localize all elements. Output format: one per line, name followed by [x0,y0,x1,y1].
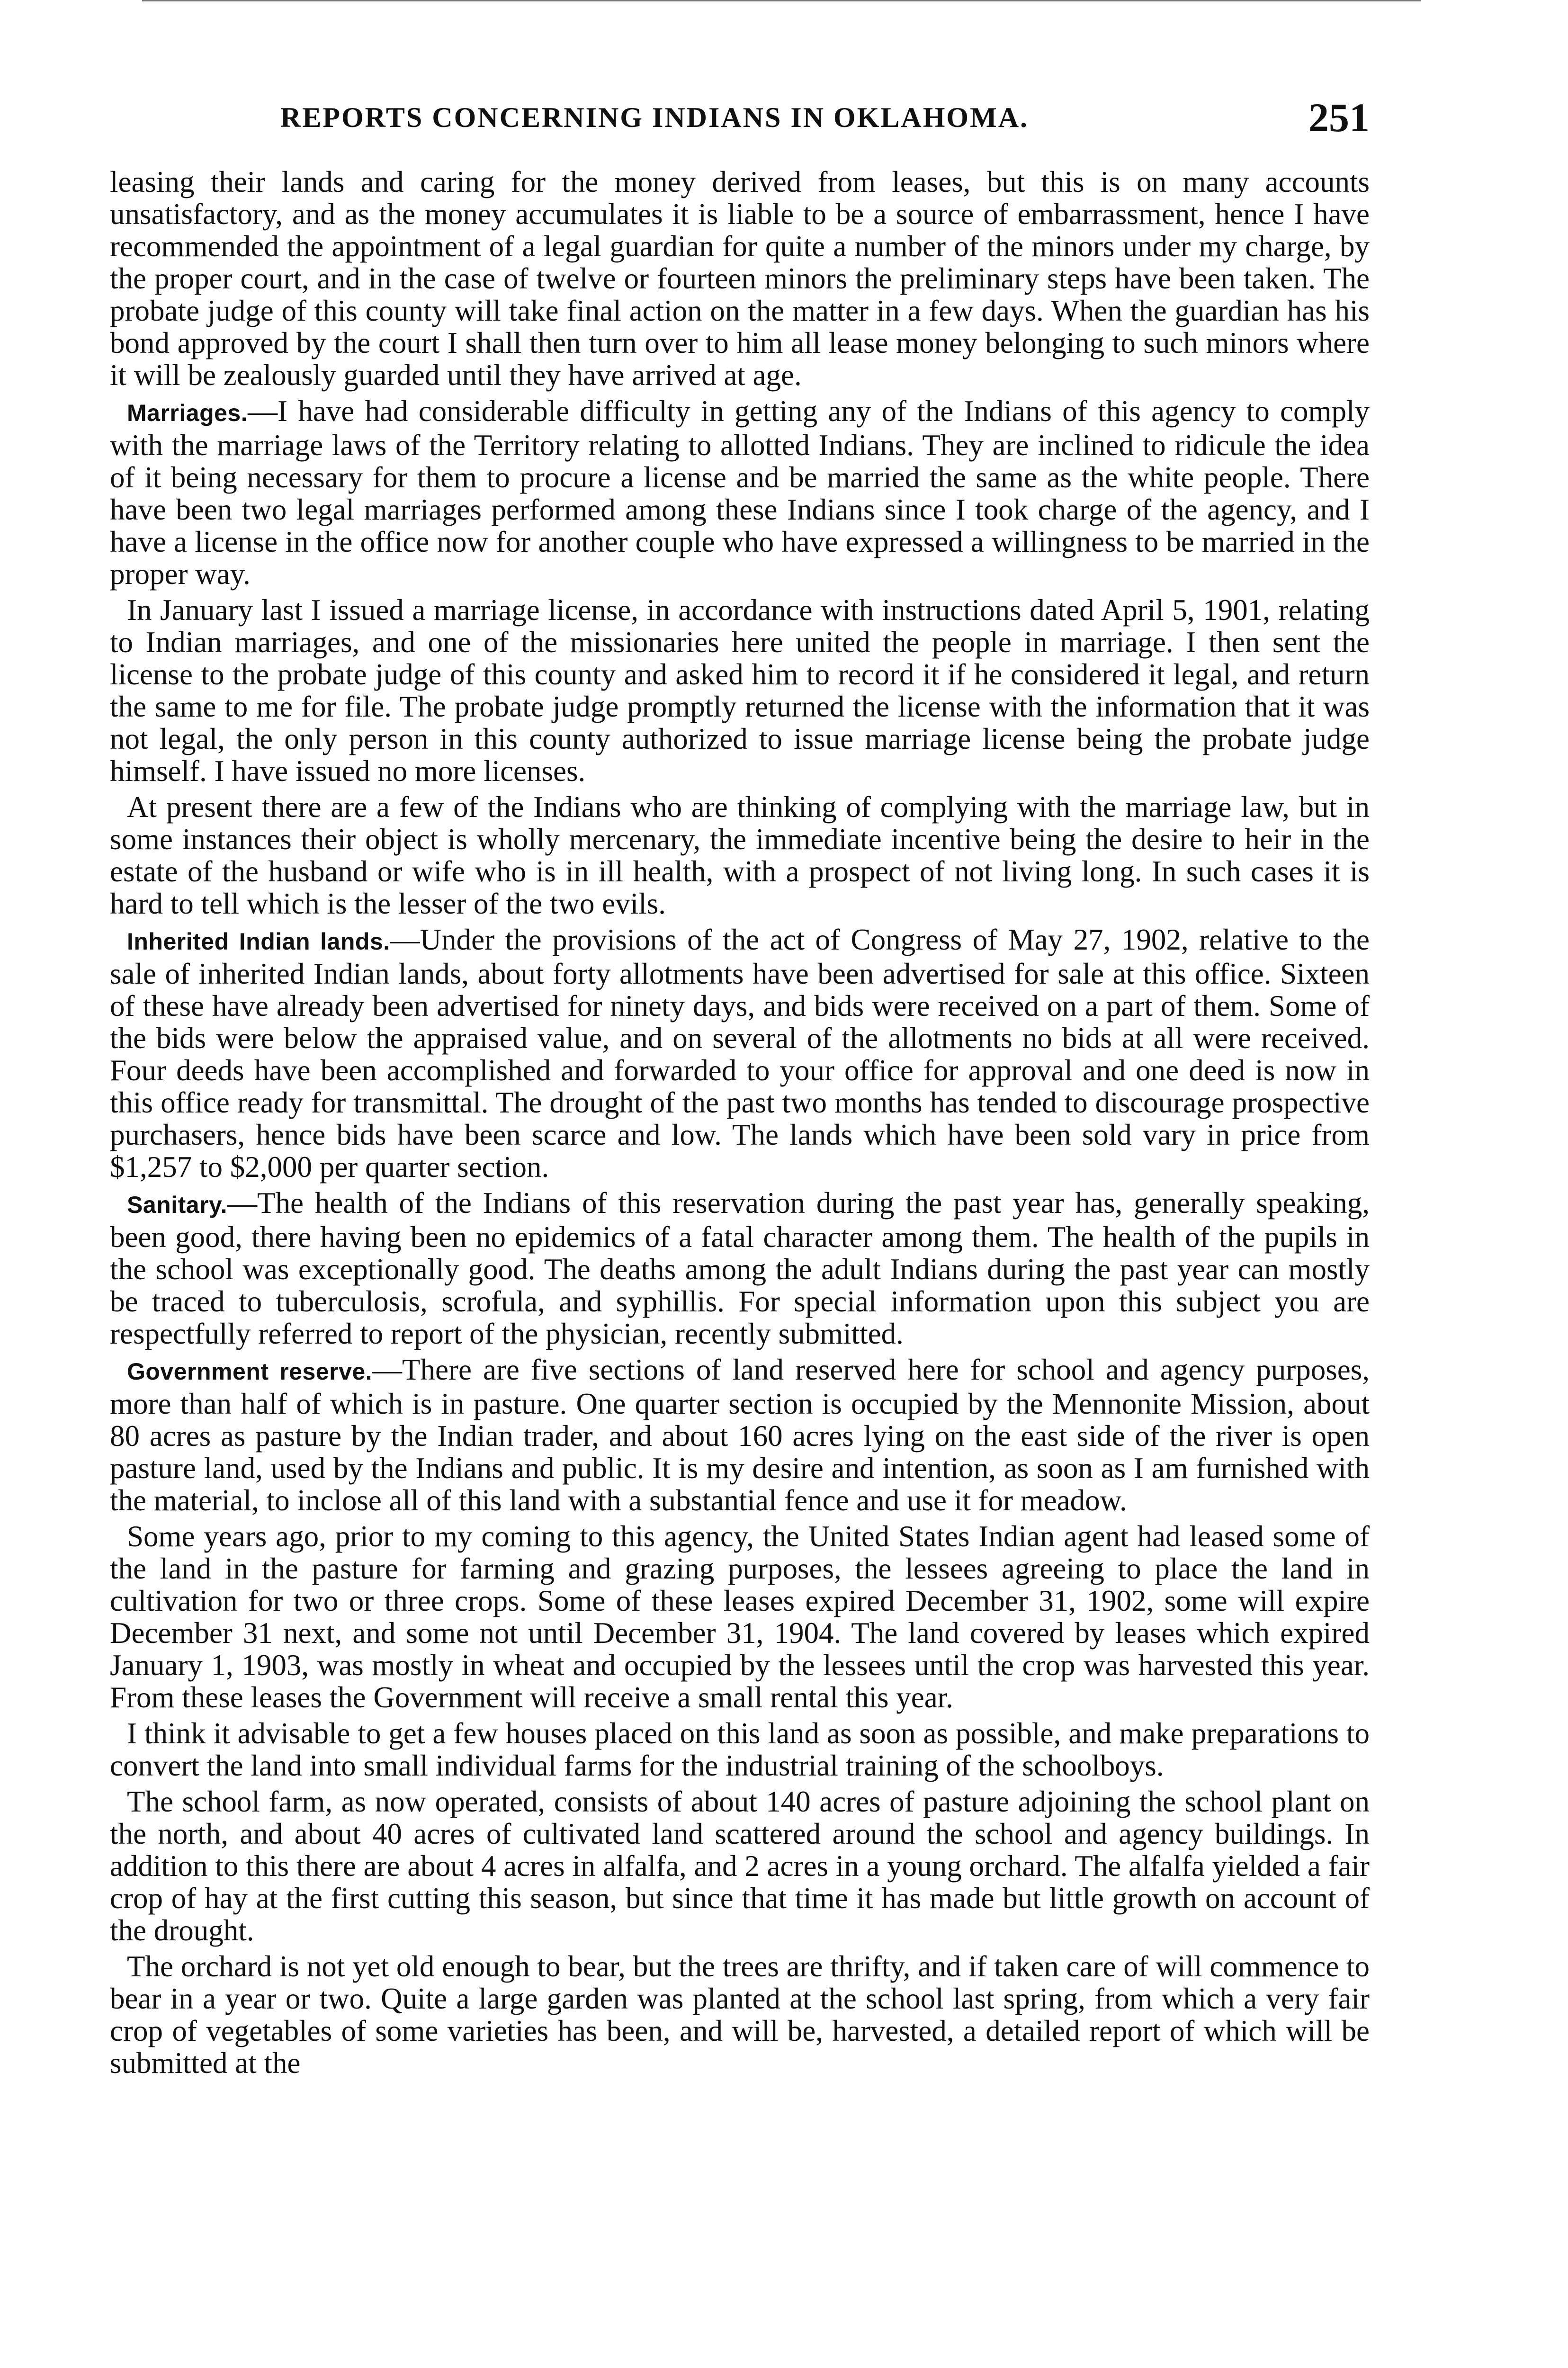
section-heading-sanitary: Sanitary. [127,1192,227,1218]
paragraph-houses [110,1717,1370,1782]
paragraph-government-reserve [110,1354,1370,1516]
paragraph-guardianship [110,166,1370,391]
paragraph-text: —There are five sections of land reserved here for school and agency purposes, more than half of which is in pasture. One quarter section is occupied by the Mennonite Mission, about 80 acres as pasture by the Indian trader, and about 160 acres lying on the east side of the river is open pasture land, used by the Indians and public. It is my desire and intention, as soon as I am furnished with the material, to inclose all of this land with a substantial fence and use it for meadow. [110,1353,1370,1517]
section-heading-government-reserve: Government reserve. [127,1358,373,1385]
section-heading-inherited-lands: Inherited Indian lands. [127,928,390,955]
paragraph-text: I think it advisable to get a few houses placed on this land as soon as possible, and make preparations to convert the land into small individual farms for the industrial training of the schoolboys. [110,1717,1370,1782]
paragraph-school-farm [110,1785,1370,1946]
paragraph-inherited-lands [110,924,1370,1183]
paragraph-text: The school farm, as now operated, consists of about 140 acres of pasture adjoining the school plant on the north, and about 40 acres of cultivated land scattered around the school and agency buildings. In addition to this there are about 4 acres in alfalfa, and 2 acres in a young orchard. The alfalfa yielded a fair crop of hay at the first cutting this season, but since that time it has made but little growth on account of the drought. [110,1785,1370,1947]
body-text [110,166,1370,2079]
paragraph-orchard [110,1950,1370,2079]
paragraph-text: In January last I issued a marriage license, in accordance with instructions dated April 5, 1901, relating to Indian marriages, and one of the missionaries here united the people in marriage. I then sent the license to the probate judge of this county and asked him to record it if he considered it legal, and return the same to me for file. The probate judge promptly returned the license with the information that it was not legal, the only person in this county authorized to issue marriage license being the probate judge himself. I have issued no more licenses. [110,593,1370,788]
paragraph-marriage-law [110,791,1370,920]
paragraph-text: leasing their lands and caring for the money derived from leases, but this is on many accounts unsatisfactory, and as the money accumulates it is liable to be a source of embarrassment, hence I have recommended the appointment of a legal guardian for quite a number of the minors under my charge, by the proper court, and in the case of twelve or fourteen minors the preliminary steps have been taken. The probate judge of this county will take final action on the matter in a few days. When the guardian has his bond approved by the court I shall then turn over to him all lease money belonging to such minors where it will be zealously guarded until they have arrived at age. [110,165,1370,392]
document-page [110,85,1370,2083]
paragraph-text: Some years ago, prior to my coming to this agency, the United States Indian agent had leased some of the land in the pasture for farming and grazing purposes, the lessees agreeing to place the land in cultivation for two or three crops. Some of these leases expired December 31, 1902, some will expire December 31 next, and some not until December 31, 1904. The land covered by leases which expired January 1, 1903, was mostly in wheat and occupied by the lessees until the crop was harvested this year. From these leases the Government will receive a small rental this year. [110,1520,1370,1714]
paragraph-text: —I have had considerable difficulty in getting any of the Indians of this agency to comply with the marriage laws of the Territory relating to allotted Indians. They are inclined to ridicule the idea of it being necessary for them to procure a license and be married the same as the white people. There have been two legal marriages performed among these Indians since I took charge of the agency, and I have a license in the office now for another couple who have expressed a willingness to be married in the proper way. [110,395,1370,591]
paragraph-text: At present there are a few of the Indians who are thinking of complying with the marriage law, but in some instances their object is wholly mercenary, the immediate incentive being the desire to heir in the estate of the husband or wife who is in ill health, with a prospect of not living long. In such cases it is hard to tell which is the lesser of the two evils. [110,790,1370,920]
paragraph-leases [110,1520,1370,1713]
running-head: REPORTS CONCERNING INDIANS IN OKLAHOMA. [280,102,1029,133]
top-edge-rule [142,0,1421,1]
paragraph-text: The orchard is not yet old enough to bear, but the trees are thrifty, and if taken care of will commence to bear in a year or two. Quite a large garden was planted at the school last spring, from which a very fair crop of vegetables of some varieties has been, and will be, harvested, a detailed report of which will be submitted at the [110,1950,1370,2080]
section-heading-marriages: Marriages. [127,400,248,426]
paragraph-marriages [110,395,1370,590]
page-header [110,85,1370,166]
page-number: 251 [1308,95,1370,140]
paragraph-marriage-license [110,594,1370,787]
paragraph-text: —The health of the Indians of this reservation during the past year has, generally speaking, been good, there having been no epidemics of a fatal character among them. The health of the pupils in the school was exceptionally good. The deaths among the adult Indians during the past year can mostly be traced to tuberculosis, scrofula, and syphillis. For special information upon this subject you are respectfully referred to report of the physician, recently submitted. [110,1186,1370,1350]
paragraph-sanitary [110,1187,1370,1350]
paragraph-text: —Under the provisions of the act of Congress of May 27, 1902, relative to the sale of inherited Indian lands, about forty allotments have been advertised for sale at this office. Sixteen of these have already been advertised for ninety days, and bids were received on a part of them. Some of the bids were below the appraised value, and on several of the allotments no bids at all were received. Four deeds have been accomplished and forwarded to your office for approval and one deed is now in this office ready for transmittal. The drought of the past two months has tended to discourage prospective purchasers, hence bids have been scarce and low. The lands which have been sold vary in price from $1,257 to $2,000 per quarter section. [110,923,1370,1184]
